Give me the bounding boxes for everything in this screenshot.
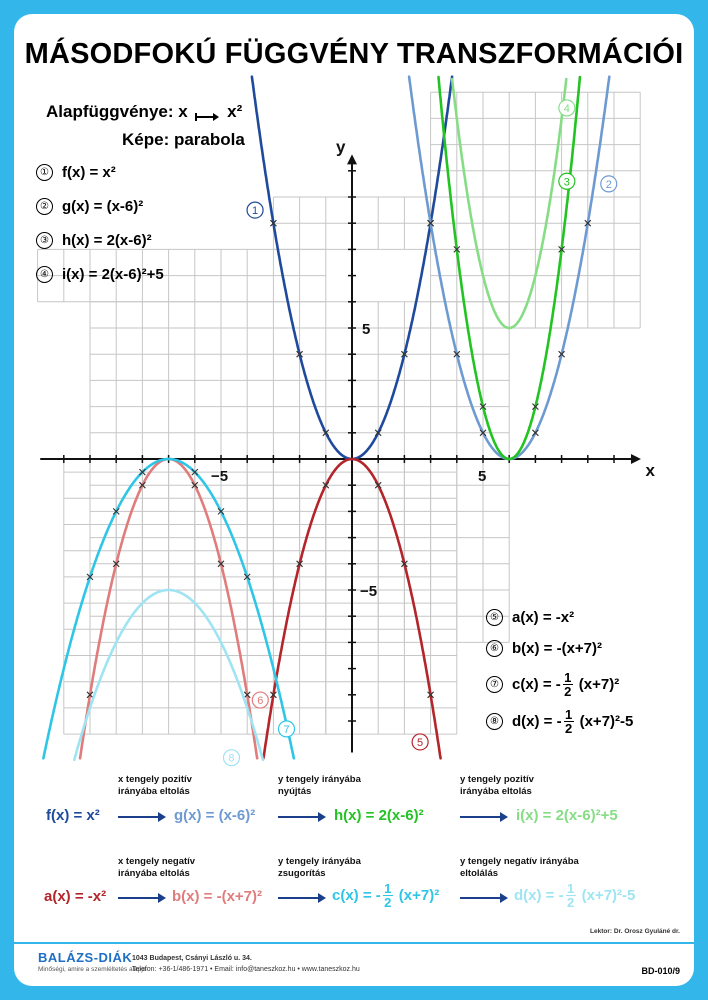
legend-item-i — [36, 266, 164, 283]
legend-number: ② — [36, 198, 53, 215]
legend-item-b — [486, 640, 602, 657]
chain2-item-c — [332, 882, 439, 909]
poster — [14, 14, 694, 986]
basic-function-image: x² — [227, 102, 243, 121]
fraction-numerator: 1 — [566, 881, 575, 896]
series-label: 4 — [563, 102, 570, 115]
chain1-note-3: y tengely pozitív irányába eltolás — [460, 774, 534, 797]
series-label: 1 — [251, 205, 259, 218]
lektor-credit: Lektor: Dr. Orosz Gyuláné dr. — [590, 928, 680, 935]
legend-item-a — [486, 609, 574, 626]
arrow-icon — [118, 897, 164, 899]
y-axis-arrow — [347, 154, 357, 164]
fraction-half — [566, 882, 576, 909]
legend-number: ⑧ — [486, 713, 503, 730]
legend-item-d — [486, 708, 633, 735]
legend-number: ⑥ — [486, 640, 503, 657]
legend-label: a(x) = -x² — [512, 609, 575, 626]
x-tick-label: −5 — [211, 468, 229, 485]
basic-function-line — [46, 102, 242, 122]
basic-function-label: Alapfüggvénye: x — [46, 102, 188, 121]
brand-logo: BALÁZS-DIÁK — [38, 950, 133, 965]
arrow-icon — [118, 816, 164, 818]
arrow-icon — [278, 897, 324, 899]
fraction-numerator: 1 — [564, 707, 573, 722]
chain1-item-h: h(x) = 2(x-6)² — [334, 807, 424, 824]
function-chart — [14, 14, 694, 986]
arrow-icon — [278, 816, 324, 818]
y-tick-label: −5 — [360, 583, 378, 600]
legend-label-a: c(x) = - — [512, 676, 561, 693]
chain2-item-d-a: d(x) = - — [514, 887, 564, 904]
contact-line: Telefon: +36-1/486-1971 • Email: info@taneszkoz.hu • www.taneszkoz.hu — [132, 966, 360, 973]
fraction-half — [383, 882, 393, 909]
x-tick-label: 5 — [478, 468, 487, 485]
chain2-item-c-b: (x+7)² — [398, 887, 440, 904]
arrow-icon — [460, 897, 506, 899]
legend-number: ③ — [36, 232, 53, 249]
chain1-item-f: f(x) = x² — [46, 807, 100, 824]
fraction-half — [564, 708, 574, 735]
chain1-note-1: x tengely pozitív irányába eltolás — [118, 774, 192, 797]
chain2-item-d-b: (x+7)²-5 — [581, 887, 636, 904]
legend-label: h(x) = 2(x-6)² — [62, 232, 152, 249]
x-axis-label: x — [645, 461, 655, 480]
chain2-note-1: x tengely negatív irányába eltolás — [118, 856, 196, 879]
series-label: 3 — [563, 176, 570, 189]
fraction-numerator: 1 — [384, 881, 392, 896]
fraction-numerator: 1 — [564, 670, 572, 685]
legend-label: b(x) = -(x+7)² — [512, 640, 603, 657]
legend-number: ① — [36, 164, 53, 181]
x-axis-arrow — [631, 454, 641, 464]
publisher-address — [132, 953, 360, 975]
series-label: 7 — [283, 723, 290, 736]
series-label: 8 — [228, 752, 235, 765]
legend-label: f(x) = x² — [62, 164, 116, 181]
chain2-item-c-a: c(x) = - — [332, 887, 381, 904]
series-label: 2 — [605, 178, 612, 191]
chain1-item-g: g(x) = (x-6)² — [174, 807, 256, 824]
legend-number: ⑤ — [486, 609, 503, 626]
fraction-half — [563, 671, 573, 698]
legend-item-g — [36, 198, 143, 215]
product-code: BD-010/9 — [641, 966, 680, 976]
chain2-item-d — [514, 882, 635, 909]
legend-item-f — [36, 164, 116, 181]
brand-tagline: Minőségi, amire a szemléltetés alapja — [38, 966, 147, 973]
address-line: 1043 Budapest, Csányi László u. 34. — [132, 955, 252, 962]
chain1-note-2: y tengely irányába nyújtás — [278, 774, 361, 797]
fraction-denominator: 2 — [566, 895, 575, 910]
chain2-item-b: b(x) = -(x+7)² — [172, 888, 263, 905]
legend-label: g(x) = (x-6)² — [62, 198, 144, 215]
fraction-denominator: 2 — [564, 684, 572, 699]
legend-item-h — [36, 232, 152, 249]
legend-label-b: (x+7)²-5 — [579, 713, 634, 730]
arrow-icon — [460, 816, 506, 818]
legend-number: ⑦ — [486, 676, 503, 693]
graph-type-label: Képe: parabola — [122, 130, 245, 149]
series-label: 5 — [417, 736, 424, 749]
series-label: 6 — [257, 695, 264, 708]
fraction-denominator: 2 — [384, 895, 392, 910]
chain1-item-i: i(x) = 2(x-6)²+5 — [516, 807, 618, 824]
page-title: MÁSODFOKÚ FÜGGVÉNY TRANSZFORMÁCIÓI — [24, 38, 684, 70]
legend-item-c — [486, 671, 619, 698]
legend-label: i(x) = 2(x-6)²+5 — [62, 266, 164, 283]
y-axis-label: y — [336, 137, 346, 157]
legend-label-b: (x+7)² — [578, 676, 620, 693]
chain2-note-3: y tengely negatív irányába eltolálás — [460, 856, 579, 879]
fraction-denominator: 2 — [564, 721, 573, 736]
chain2-note-2: y tengely irányába zsugorítás — [278, 856, 361, 879]
chain2-item-a: a(x) = -x² — [44, 888, 107, 905]
y-tick-label: 5 — [362, 321, 371, 338]
legend-number: ④ — [36, 266, 53, 283]
legend-label-a: d(x) = - — [512, 713, 562, 730]
